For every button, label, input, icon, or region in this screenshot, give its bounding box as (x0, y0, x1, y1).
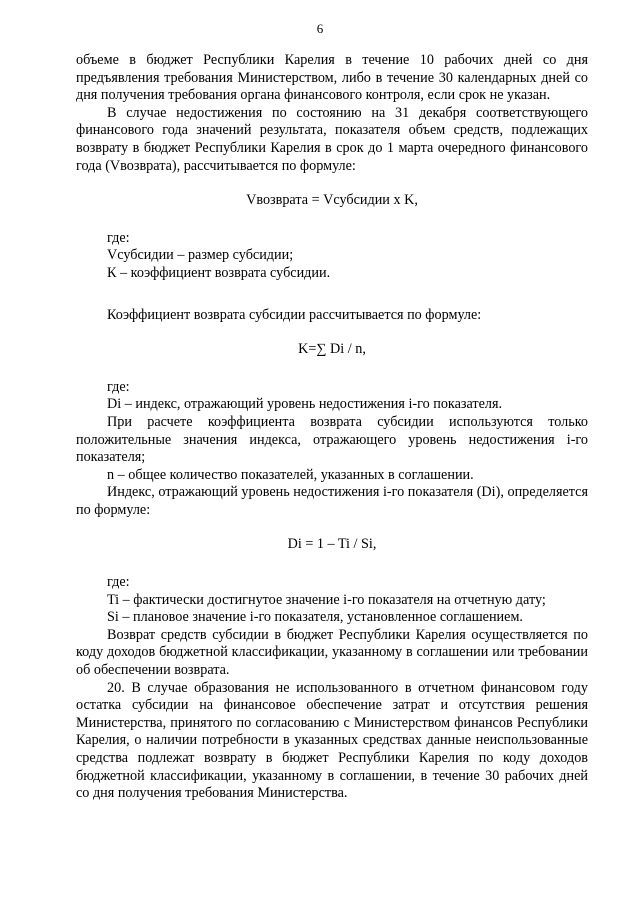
definition-ti: Ti – фактически достигнутое значение i-го показателя на отчетную дату; (107, 591, 546, 608)
paragraph-index-intro: Индекс, отражающий уровень недостижения i-го показателя (Di), определяется по формуле: (76, 484, 588, 518)
definition-n: n – общее количество показателей, указанных в соглашении. (107, 466, 474, 483)
formula-k: K=∑ Di / n, (298, 341, 366, 358)
paragraph-undershoot: В случае недостижения по состоянию на 31 декабря соответствующего финансового года значений результата, показателя объем средств, подлежащих возврату в бюджет Республики Карелия в срок до 1 марта очередного финансового года (Vвозврата), рассчитывается по формуле: (76, 104, 588, 174)
document-body (76, 52, 588, 803)
paragraph-positive-only: При расчете коэффициента возврата субсидии используются только положительные значения индекса, отражающего уровень недостижения i-го показателя; (76, 413, 588, 466)
where-label-1: где: (107, 229, 130, 246)
paragraph-item-20: 20. В случае образования не использованного в отчетном финансовом году остатка субсидии на финансовое обеспечение затрат и отсутствия решения Министерства, принятого по согласованию с Министерством финансов Республики Карелия, о наличии потребности в указанных средствах данные неиспользованные средства подлежат возврату в бюджет Республики Карелия по коду доходов бюджетной классификации, указанному в соглашении, в течение 30 рабочих дней со дня получения требования Министерства. (76, 679, 588, 802)
page-number: 6 (316, 21, 324, 36)
where-label-3: где: (107, 574, 130, 591)
formula-return-amount: Vвозврата = Vсубсидии x K, (246, 192, 418, 209)
paragraph-k-formula-intro: Коэффициент возврата субсидии рассчитывается по формуле: (107, 306, 482, 323)
definition-vsubsidy: Vсубсидии – размер субсидии; (107, 247, 294, 264)
definition-k: К – коэффициент возврата субсидии. (107, 264, 331, 281)
paragraph-refund-code: Возврат средств субсидии в бюджет Республики Карелия осуществляется по коду доходов бюджетной классификации, указанному в соглашении или требовании об обеспечении возврата. (76, 626, 588, 679)
paragraph-continuation: объеме в бюджет Республики Карелия в течение 10 рабочих дней со дня предъявления требования Министерством, либо в течение 30 календарных дней со дня получения требования органа финансового контроля, если срок не указан. (76, 52, 588, 104)
definition-si: Si – плановое значение i-го показателя, установленное соглашением. (107, 609, 523, 626)
where-label-2: где: (107, 378, 130, 395)
formula-di: Di = 1 – Ti / Si, (287, 536, 377, 553)
definition-di: Di – индекс, отражающий уровень недостижения i-го показателя. (107, 396, 503, 413)
